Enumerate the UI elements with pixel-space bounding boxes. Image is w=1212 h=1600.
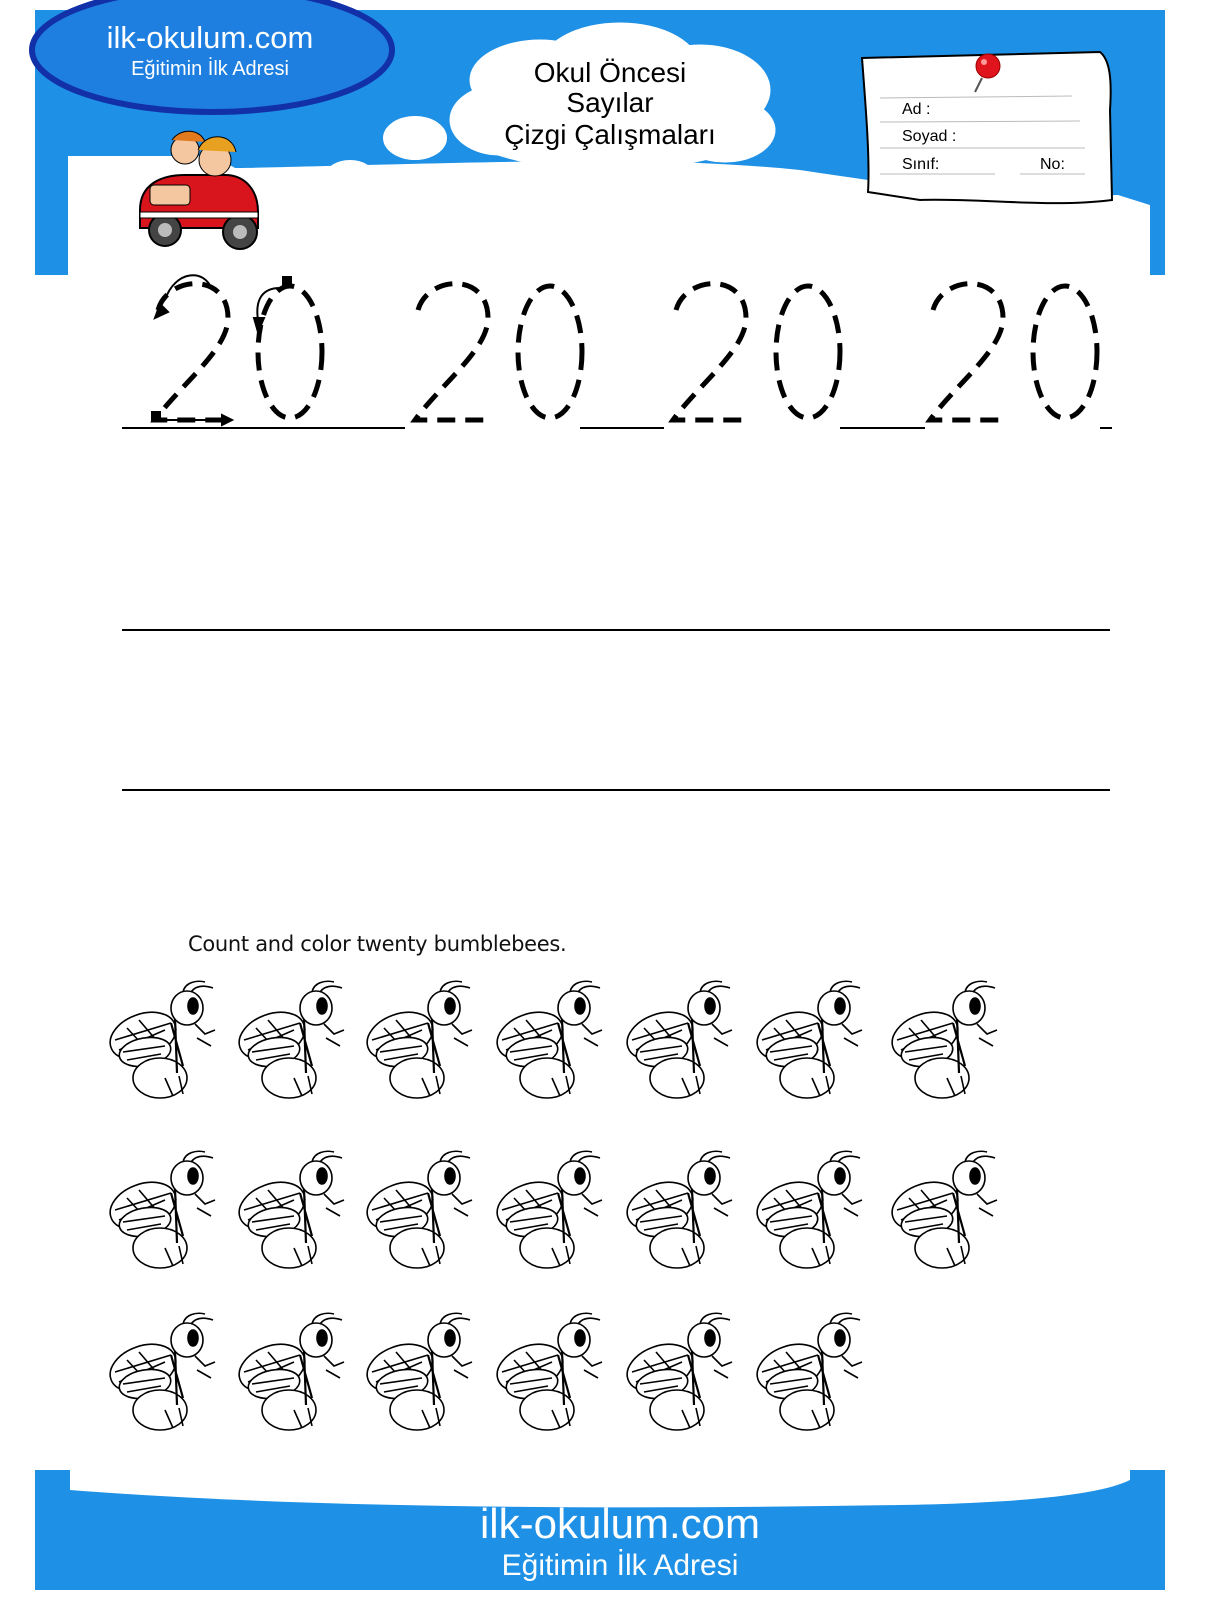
class-field-label: Sınıf: [902,156,940,173]
bumblebee-icon [234,1310,346,1434]
bumblebee-icon [105,1148,217,1272]
bumblebee-icon [362,978,474,1102]
footer-title: ilk-okulum.com [479,1500,761,1547]
bumblebee-icon [492,978,604,1102]
bumblebee-icon [622,1148,734,1272]
footer-subtitle: Eğitimin İlk Adresi [501,1549,739,1582]
bumblebee-icon [752,1310,864,1434]
logo-title: ilk-okulum.com [106,20,314,55]
bumblebee-icon [234,978,346,1102]
activity-instruction: Count and color twenty bumblebees. [188,932,567,956]
bumblebee-icon [622,1310,734,1434]
bumblebee-icon [622,978,734,1102]
cloud-title-line-1: Okul Öncesi [533,57,687,88]
bumblebee-icon [492,1310,604,1434]
cloud-title-line-3: Çizgi Çalışmaları [504,119,716,150]
logo-subtitle: Eğitimin İlk Adresi [131,58,289,80]
number-field-label: No: [1040,156,1065,173]
bumblebee-icon [492,1148,604,1272]
cloud-title-line-2: Sayılar [566,87,654,118]
bumblebee-icon [752,1148,864,1272]
name-field-label: Ad : [902,101,931,118]
bumblebee-icon [362,1310,474,1434]
bumblebee-icon [362,1148,474,1272]
bumblebee-icon [752,978,864,1102]
surname-field-label: Soyad : [902,128,957,145]
bumblebee-icon [105,1310,217,1434]
bumblebee-icon [105,978,217,1102]
bumblebee-icon [887,1148,999,1272]
bumblebee-icon [887,978,999,1102]
bumblebee-icon [234,1148,346,1272]
